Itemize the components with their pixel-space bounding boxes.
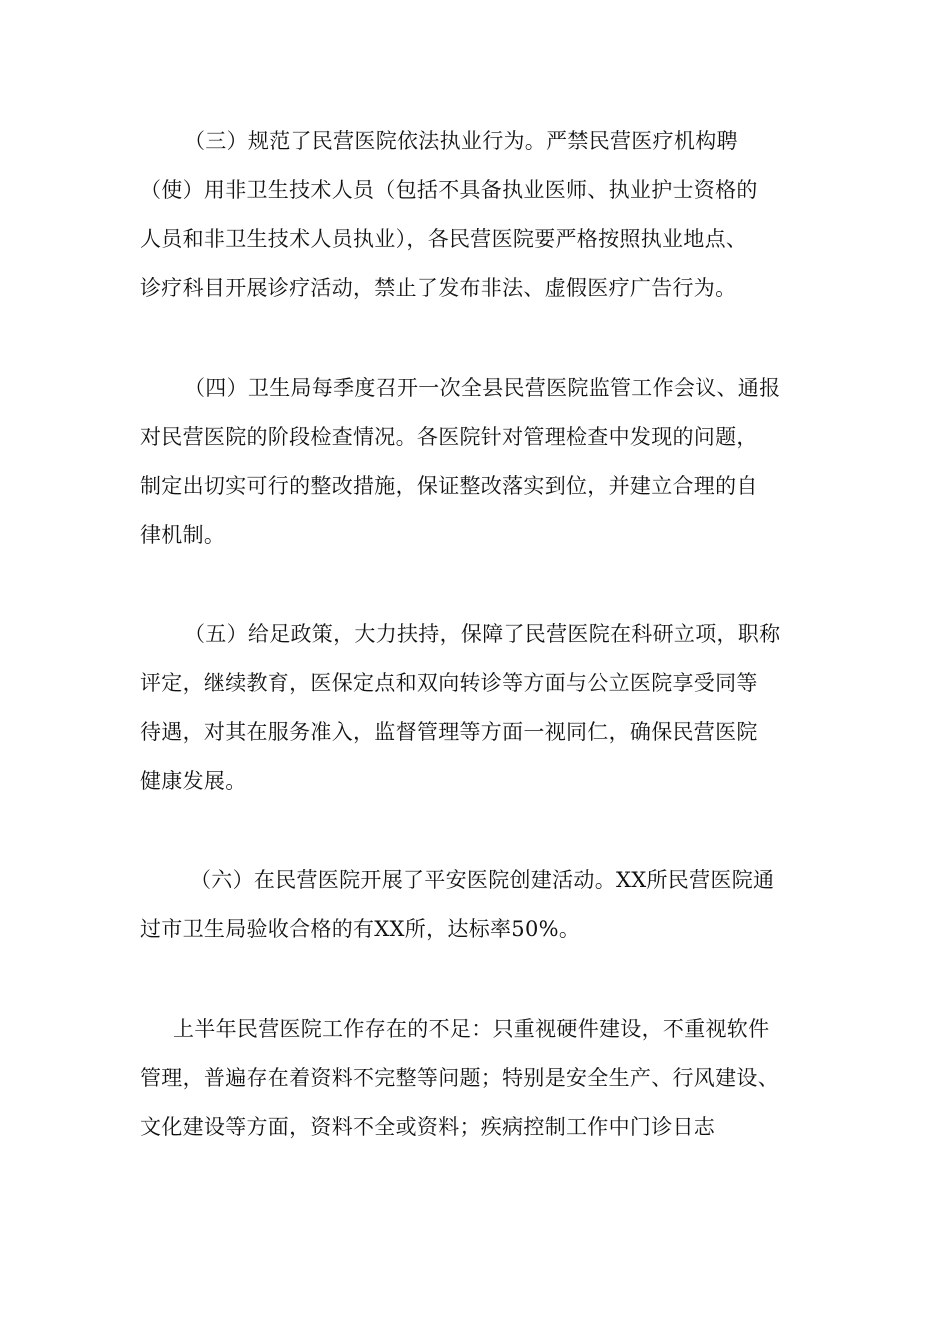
- paragraph-line: 制定出切实可行的整改措施，保证整改落实到位，并建立合理的自: [140, 474, 758, 498]
- paragraph-line: 健康发展。: [140, 769, 247, 793]
- paragraph-line: 上半年民营医院工作存在的不足：只重视硬件建设，不重视软件: [173, 1017, 770, 1041]
- paragraph-line: 诊疗科目开展诊疗活动，禁止了发布非法、虚假医疗广告行为。: [140, 276, 737, 300]
- paragraph-line: 过市卫生局验收合格的有XX所，达标率50%。: [140, 917, 581, 941]
- paragraph-line: 评定，继续教育，医保定点和双向转诊等方面与公立医院享受同等: [140, 671, 758, 695]
- paragraph-line: 律机制。: [140, 523, 226, 547]
- paragraph-line: （六）在民营医院开展了平安医院创建活动。XX所民营医院通: [190, 868, 775, 892]
- paragraph-line: （三）规范了民营医院依法执业行为。严禁民营医疗机构聘: [184, 129, 738, 153]
- paragraph-line: （四）卫生局每季度召开一次全县民营医院监管工作会议、通报: [184, 376, 781, 400]
- paragraph-line: 人员和非卫生技术人员执业），各民营医院要严格按照执业地点、: [140, 227, 748, 251]
- paragraph-line: 待遇，对其在服务准入，监督管理等方面一视同仁，确保民营医院: [140, 720, 758, 744]
- paragraph-line: （使）用非卫生技术人员（包括不具备执业医师、执业护士资格的: [140, 178, 758, 202]
- paragraph-line: 管理，普遍存在着资料不完整等问题；特别是安全生产、行风建设、: [140, 1066, 779, 1090]
- paragraph-line: 对民营医院的阶段检查情况。各医院针对管理检查中发现的问题，: [140, 425, 758, 449]
- paragraph-line: 文化建设等方面，资料不全或资料；疾病控制工作中门诊日志: [140, 1115, 716, 1139]
- paragraph-line: （五）给足政策，大力扶持，保障了民营医院在科研立项，职称: [184, 622, 781, 646]
